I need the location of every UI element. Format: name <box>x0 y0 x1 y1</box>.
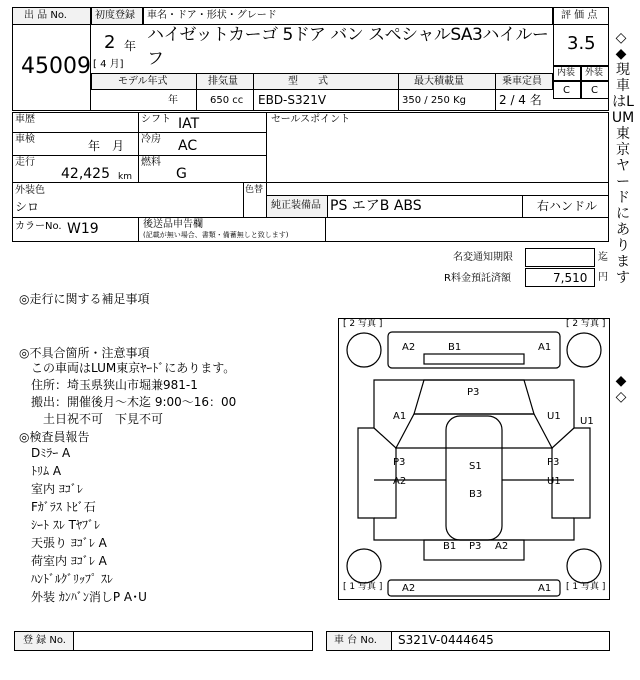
mark-left-p3: P3 <box>393 457 406 468</box>
mileage-value: 42,425 <box>61 166 110 182</box>
windshield <box>396 414 552 448</box>
mark-top-b1: B1 <box>448 342 462 353</box>
lot-number: 45009 <box>21 54 91 79</box>
max-load-label: 最大積載量 <box>414 76 464 87</box>
mark-bottom-a2: A2 <box>402 583 416 594</box>
first-reg-label: 初度登録 <box>95 10 135 21</box>
roof-center <box>446 416 502 540</box>
mark-roof-p3: P3 <box>467 387 480 398</box>
inspector-line: 荷室内 ﾖｺﾞﾚ A <box>19 554 107 568</box>
name-change-field <box>525 248 595 267</box>
side-window-top <box>424 354 524 364</box>
inspector-line: 外装 ｶﾝﾊﾞﾝ消しP A･U <box>19 590 147 604</box>
chassis-value: S321V-0444645 <box>398 633 494 647</box>
capacity-value: 2 / 4 名 <box>499 93 542 107</box>
model-year-label: モデル年式 <box>118 76 168 87</box>
mark-center-s1: S1 <box>469 461 482 472</box>
inspector-line: Dﾐﾗｰ A <box>19 446 71 460</box>
side-banner-top-glyph: ◇◆ <box>613 30 629 62</box>
inspector-line: 室内 ﾖｺﾞﾚ <box>19 482 83 496</box>
first-reg-year-unit: 年 <box>124 39 137 53</box>
bottom-left-photo-tag: [ 1 写真 ] <box>343 582 383 592</box>
car-name-line1: ハイゼットカーゴ 5ドア バン スペシャルSA3ハイルー <box>147 25 549 45</box>
mark-left-a1: A1 <box>393 411 407 422</box>
wheel-rear-right <box>567 549 601 583</box>
aftermarket-label: 後送品申告欄 <box>143 219 203 230</box>
recycle-unit: 円 <box>598 272 608 283</box>
color-no-label: カラーNo. <box>15 221 62 232</box>
side-banner-bottom-glyph: ◆◇ <box>613 373 629 405</box>
inspector-line: ﾊﾝﾄﾞﾙｸﾞﾘｯﾌﾟ ｽﾚ <box>19 572 113 586</box>
mark-bottom-a1: A1 <box>538 583 552 594</box>
reg-no-field <box>73 631 313 651</box>
top-left-photo-tag: [ 2 写真 ] <box>343 319 383 329</box>
capacity-label: 乗車定員 <box>502 76 542 87</box>
driving-notes-title: ◎走行に関する補足事項 <box>19 292 150 306</box>
mark-top-a2: A2 <box>402 342 416 353</box>
mark-right-u1b: U1 <box>547 476 561 487</box>
mileage-unit: km <box>118 172 132 182</box>
mark-center-b3: B3 <box>469 489 483 500</box>
lot-label: 出 品 No. <box>24 10 67 21</box>
mark-rear-b1: B1 <box>443 541 457 552</box>
right-door <box>552 428 574 518</box>
ext-color-value: シロ <box>15 200 40 214</box>
history-label: 車歴 <box>15 114 35 125</box>
model-year-unit: 年 <box>168 95 178 106</box>
inspection-label: 車検 <box>15 134 35 145</box>
recolor-label: 色替 <box>245 185 264 195</box>
mark-rear-p3: P3 <box>469 541 482 552</box>
mark-right-outer-u1: U1 <box>580 416 594 427</box>
type-label: 型 式 <box>288 76 328 87</box>
rating-value: 3.5 <box>567 33 596 54</box>
inspector-title: ◎検査員報告 <box>19 430 90 444</box>
equipment-label: 純正装備品 <box>271 200 321 211</box>
wheel-front-left <box>347 333 381 367</box>
ext-color-label: 外装色 <box>15 185 45 196</box>
mileage-label: 走行 <box>15 157 35 168</box>
name-change-label: 名変通知期限 <box>453 252 513 263</box>
defect-line: この車両はLUM東京ﾔｰﾄﾞにあります。 <box>19 361 236 375</box>
defect-line: 土日祝不可 下見不可 <box>19 412 164 426</box>
max-load-value: 350 / 250 Kg <box>402 95 466 106</box>
first-reg-year: 2 <box>104 32 116 53</box>
displacement-label: 排気量 <box>208 76 238 87</box>
top-right-photo-tag: [ 2 写真 ] <box>566 319 606 329</box>
defect-line: 搬出：開催後月～木迄 9:00～16：00 <box>19 395 237 409</box>
mark-right-u1: U1 <box>547 411 561 422</box>
mark-right-p3: P3 <box>547 457 560 468</box>
inspector-line: Fｶﾞﾗｽ ﾄﾋﾞ石 <box>19 500 96 514</box>
defect-line: 住所：埼玉県狭山市堀兼981-1 <box>19 378 198 392</box>
car-diagram <box>338 318 610 600</box>
type-value: EBD-S321V <box>258 93 327 107</box>
recycle-value: 7,510 <box>553 271 588 285</box>
shift-label: シフト <box>141 114 171 125</box>
side-banner-text: 現車はLUM東京ヤードにあります <box>611 62 635 286</box>
recycle-label: R料金預託済額 <box>444 273 511 284</box>
interior-value: C <box>563 85 570 96</box>
car-name-label: 車名・ドア・形状・グレード <box>147 10 277 21</box>
mark-top-a1: A1 <box>538 342 552 353</box>
chassis-label: 車 台 No. <box>334 635 377 646</box>
spec-divider-3 <box>398 73 399 111</box>
exterior-value: C <box>591 85 598 96</box>
inspector-line: 天張り ﾖｺﾞﾚ A <box>19 536 107 550</box>
left-door <box>374 428 396 518</box>
inspection-value: 年 月 <box>88 139 125 153</box>
wheel-rear-left <box>347 549 381 583</box>
color-no-value: W19 <box>67 221 99 237</box>
spec-divider-1 <box>196 73 197 111</box>
inspector-line: ﾄﾘﾑ A <box>19 464 62 478</box>
sales-point-label: セールスポイント <box>271 114 351 125</box>
ext-color-cell <box>12 182 244 218</box>
bottom-right-photo-tag: [ 1 写真 ] <box>566 582 606 592</box>
mark-rear-a2: A2 <box>495 541 509 552</box>
displacement-value: 650 cc <box>210 95 244 106</box>
fuel-value: G <box>176 166 187 182</box>
rating-label: 評 価 点 <box>561 10 598 21</box>
ac-value: AC <box>178 138 198 154</box>
car-name-line2: フ <box>147 49 164 69</box>
inspector-line: ｼｰﾄ ｽﾚ Tﾔﾌﾞﾚ <box>19 518 100 532</box>
reg-no-label: 登 録 No. <box>23 635 66 646</box>
spec-divider-4 <box>495 73 496 111</box>
fuel-label: 燃料 <box>141 157 161 168</box>
first-reg-month: [ 4 月] <box>93 59 124 70</box>
name-change-unit: 迄 <box>598 252 608 263</box>
ac-label: 冷房 <box>141 134 161 145</box>
aftermarket-note: (記載が無い場合、書類・備蓄無しと致します) <box>143 231 289 239</box>
wheel-front-right <box>567 333 601 367</box>
exterior-label: 外装 <box>585 68 604 78</box>
steering-value: 右ハンドル <box>537 199 598 213</box>
interior-label: 内装 <box>557 68 576 78</box>
defects-title: ◎不具合箇所・注意事項 <box>19 346 150 360</box>
mark-left-a2: A2 <box>393 476 407 487</box>
equipment-value: PS エアB ABS <box>330 198 422 214</box>
shift-value: IAT <box>178 116 200 132</box>
spec-divider-2 <box>253 73 254 111</box>
